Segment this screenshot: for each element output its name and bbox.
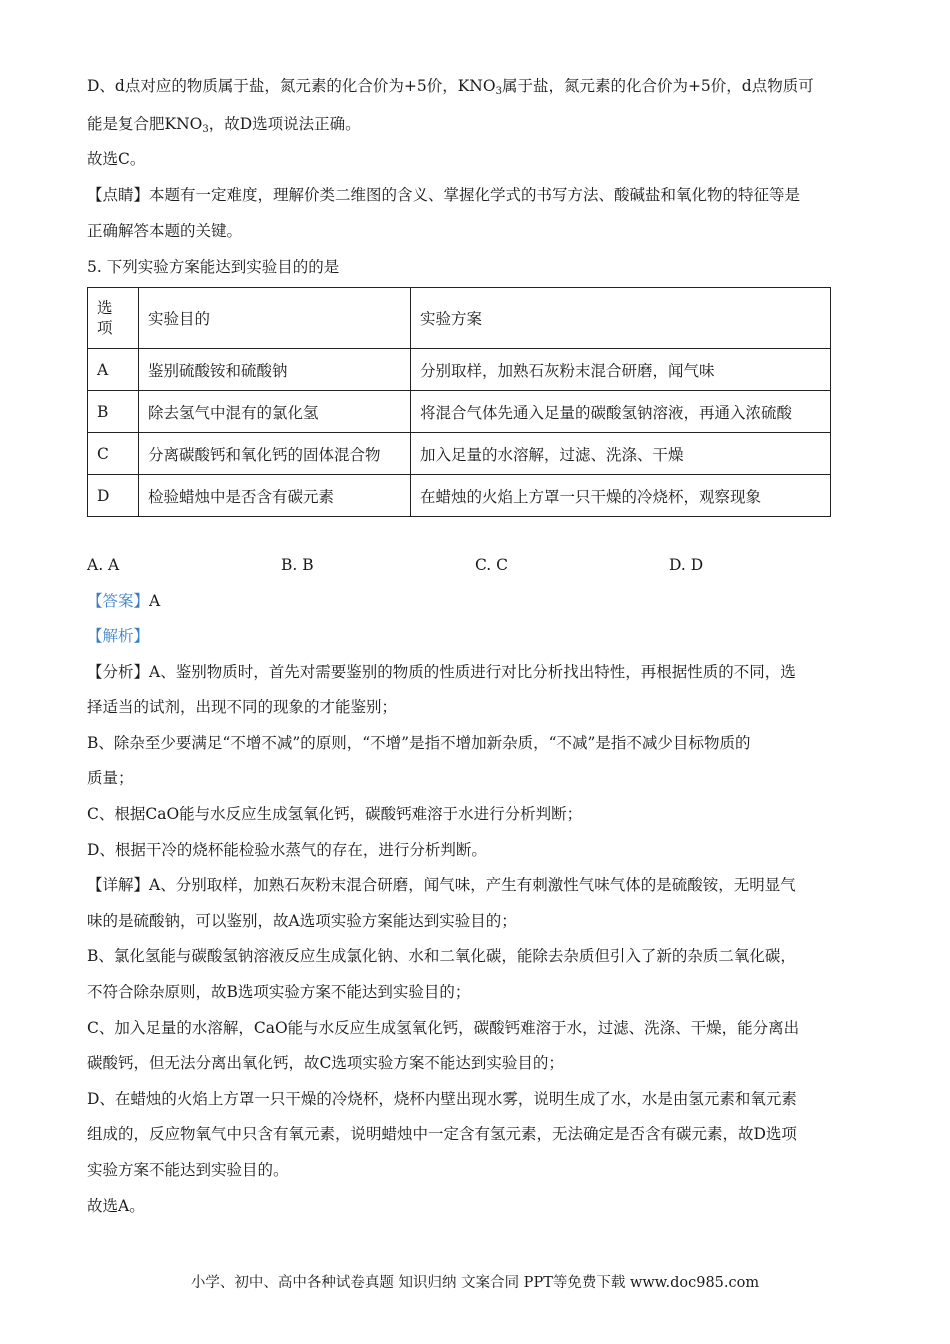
purpose-cell: 检验蜡烛中是否含有碳元素 bbox=[139, 475, 411, 517]
plan-cell: 在蜡烛的火焰上方罩一只干燥的冷烧杯，观察现象 bbox=[411, 475, 831, 517]
answer-value: A bbox=[149, 592, 161, 610]
header-cell-purpose: 实验目的 bbox=[139, 288, 411, 349]
choice-a: A. A bbox=[87, 556, 120, 574]
option-cell: C bbox=[88, 433, 139, 475]
plan-cell: 将混合气体先通入足量的碳酸氢钠溶液，再通入浓硫酸 bbox=[411, 391, 831, 433]
analysis-line: D、在蜡烛的火焰上方罩一只干燥的冷烧杯，烧杯内壁出现水雾，说明生成了水，水是由氢元素和氧元素 bbox=[87, 1090, 797, 1108]
header-cell-option: 选 项 bbox=[88, 288, 139, 349]
table-row bbox=[88, 391, 831, 433]
table-header-row bbox=[88, 288, 831, 349]
analysis-line: 实验方案不能达到实验目的。 bbox=[87, 1161, 289, 1179]
answer-label: 【答案】 bbox=[87, 592, 150, 610]
choice-d: D. D bbox=[669, 556, 704, 574]
option-cell: D bbox=[88, 475, 139, 517]
analysis-line: D、根据干冷的烧杯能检验水蒸气的存在，进行分析判断。 bbox=[87, 841, 487, 859]
analysis-line: B、氯化氢能与碳酸氢钠溶液反应生成氯化钠、水和二氧化碳，能除去杂质但引入了新的杂质二氧化碳， bbox=[87, 947, 796, 965]
plan-cell: 加入足量的水溶解，过滤、洗涤、干燥 bbox=[411, 433, 831, 475]
answer-choices bbox=[87, 556, 867, 576]
page-footer: 小学、初中、高中各种试卷真题 知识归纳 文案合同 PPT等免费下载 www.doc985.com bbox=[190, 1275, 760, 1291]
paragraph-line: D、d点对应的物质属于盐，氮元素的化合价为+5价，$KNO_3$属于盐，氮元素的化合价为+5价，d点物质可 bbox=[87, 77, 814, 97]
plan-cell: 分别取样，加熟石灰粉末混合研磨，闻气味 bbox=[411, 349, 831, 391]
analysis-line: 择适当的试剂，出现不同的现象的才能鉴别； bbox=[87, 698, 398, 716]
choice-b: B. B bbox=[281, 556, 314, 574]
analysis-line: 碳酸钙，但无法分离出氧化钙，故C选项实验方案不能达到实验目的； bbox=[87, 1054, 564, 1072]
option-cell: B bbox=[88, 391, 139, 433]
analysis-line: 质量； bbox=[87, 769, 134, 787]
table-row bbox=[88, 349, 831, 391]
table-row bbox=[88, 433, 831, 475]
option-cell: A bbox=[88, 349, 139, 391]
purpose-cell: 鉴别硫酸铵和硫酸钠 bbox=[139, 349, 411, 391]
answer-line bbox=[87, 591, 867, 611]
table-row bbox=[88, 475, 831, 517]
analysis-line: 不符合除杂原则，故B选项实验方案不能达到实验目的； bbox=[87, 983, 471, 1001]
purpose-cell: 除去氢气中混有的氯化氢 bbox=[139, 391, 411, 433]
paragraph-line: 正确解答本题的关键。 bbox=[87, 222, 243, 240]
analysis-line: 【详解】A、分别取样，加熟石灰粉末混合研磨，闻气味，产生有刺激性气味气体的是硫酸铵，无明显气 bbox=[87, 876, 796, 894]
options-table bbox=[87, 287, 831, 517]
analysis-line: 故选A。 bbox=[87, 1197, 145, 1215]
choice-c: C. C bbox=[475, 556, 509, 574]
paragraph-line: 【点睛】本题有一定难度，理解价类二维图的含义、掌握化学式的书写方法、酸碱盐和氧化物的特征等是 bbox=[87, 186, 801, 204]
paragraph-line: 能是复合肥$KNO_3$，故D选项说法正确。 bbox=[87, 115, 361, 135]
paragraph-line: 故选C。 bbox=[87, 150, 146, 168]
analysis-line: C、加入足量的水溶解，CaO能与水反应生成氢氧化钙，碳酸钙难溶于水，过滤、洗涤、干燥，能分离出 bbox=[87, 1019, 800, 1037]
question-stem: 5. 下列实验方案能达到实验目的的是 bbox=[87, 258, 340, 276]
analysis-line: 组成的，反应物氧气中只含有氧元素，说明蜡烛中一定含有氢元素，无法确定是否含有碳元素，故D选项 bbox=[87, 1125, 797, 1143]
analysis-label: 【解析】 bbox=[87, 627, 150, 645]
header-cell-plan: 实验方案 bbox=[411, 288, 831, 349]
analysis-line: C、根据CaO能与水反应生成氢氧化钙，碳酸钙难溶于水进行分析判断； bbox=[87, 805, 583, 823]
analysis-line: 【分析】A、鉴别物质时，首先对需要鉴别的物质的性质进行对比分析找出特性，再根据性质的不同，选 bbox=[87, 663, 796, 681]
analysis-line: B、除杂至少要满足“不增不减”的原则，“不增”是指不增加新杂质，“不减”是指不减少目标物质的 bbox=[87, 734, 751, 752]
analysis-line: 味的是硫酸钠，可以鉴别，故A选项实验方案能达到实验目的； bbox=[87, 912, 517, 930]
purpose-cell: 分离碳酸钙和氧化钙的固体混合物 bbox=[139, 433, 411, 475]
